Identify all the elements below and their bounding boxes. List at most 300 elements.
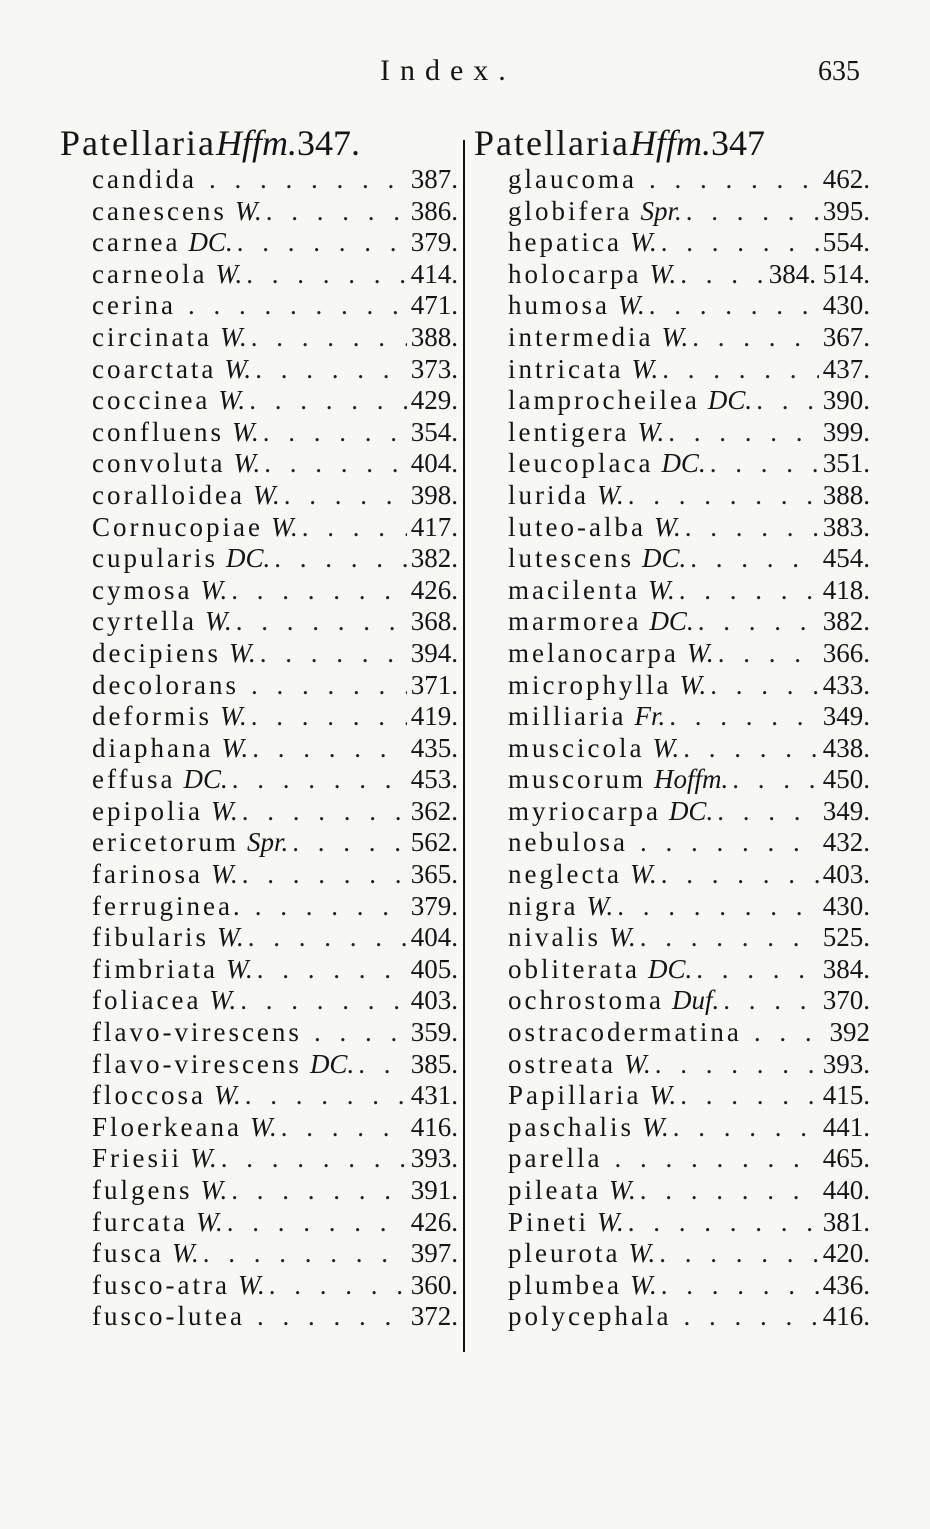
entry-name: ericetorum (92, 827, 239, 858)
entry-author: W. (649, 1080, 677, 1111)
entry-author: W. (190, 1143, 217, 1174)
entry-page: 436. (822, 1269, 870, 1300)
entry-page: 362. (410, 795, 458, 826)
dot-leader (231, 575, 407, 607)
dot-leader (640, 827, 819, 859)
index-entry (60, 1207, 458, 1239)
index-entry (60, 259, 458, 291)
heading-page: 347 (710, 123, 765, 163)
dot-leader (237, 227, 407, 259)
entry-page: 387. (410, 164, 458, 194)
entry-page: 368. (410, 606, 458, 637)
entry-page: 371. (410, 669, 458, 700)
entry-name: parella (508, 1143, 603, 1174)
entry-name: myriocarpa (508, 795, 661, 826)
entry-page: 441. (822, 1111, 870, 1142)
index-entry (60, 354, 458, 386)
entry-name: melanocarpa (508, 637, 679, 668)
entry-page: 437. (822, 353, 870, 384)
dot-leader (221, 1143, 407, 1175)
entry-page: 370. (822, 985, 870, 1016)
entry-name: globifera (508, 195, 633, 226)
index-entry (474, 543, 870, 575)
dot-leader (661, 1270, 819, 1302)
entry-author: W. (171, 1238, 199, 1269)
dot-leader (242, 859, 407, 891)
index-entry (60, 1017, 458, 1049)
entry-page: 388. (822, 479, 870, 510)
entry-name: lurida (508, 479, 589, 510)
entry-page: 373. (410, 353, 458, 384)
dot-leader (264, 448, 407, 480)
entry-name: convoluta (92, 448, 226, 479)
index-entry (474, 733, 870, 765)
entry-author: W. (213, 1080, 241, 1111)
dot-leader (188, 290, 407, 322)
entry-name: intricata (508, 353, 624, 384)
index-entry (60, 701, 458, 733)
index-entry (60, 796, 458, 828)
entry-name: Cornucopiae (92, 511, 263, 542)
entry-author: W. (686, 637, 714, 668)
entry-author: W. (637, 416, 665, 447)
entry-name: fulgens (92, 1175, 193, 1205)
dot-leader (274, 543, 407, 575)
index-entry (60, 385, 458, 417)
entry-name: nivalis (508, 922, 601, 953)
dot-leader (723, 985, 819, 1017)
entry-author: W. (209, 985, 237, 1016)
entry-page: 366. (822, 637, 870, 668)
dot-leader (251, 322, 407, 354)
entry-page: 372. (410, 1301, 458, 1332)
index-entry (60, 859, 458, 891)
dot-leader (227, 1207, 407, 1239)
entry-author: W. (231, 416, 259, 447)
entry-page: 382. (822, 606, 870, 637)
entry-author: DC. (309, 1048, 355, 1079)
entry-author: DC. (661, 448, 706, 479)
page-number: 635 (818, 56, 860, 87)
entry-page: 398. (410, 479, 458, 510)
entry-name: obliterata (508, 953, 640, 984)
entry-name: carneola (92, 258, 208, 289)
entry-author: W. (210, 795, 238, 826)
dot-leader (260, 638, 407, 670)
entry-name: cerina (92, 290, 176, 321)
entry-author: W. (252, 479, 280, 510)
entry-author: W. (649, 258, 677, 289)
entry-page: 367. (822, 321, 870, 352)
entry-page: 414. (410, 258, 458, 289)
index-entry (60, 670, 458, 702)
index-entry (474, 1270, 870, 1302)
entry-page: 440. (822, 1175, 870, 1205)
index-entry (60, 1080, 458, 1112)
index-entry (474, 196, 870, 228)
index-entry (60, 638, 458, 670)
entry-page: 349. (822, 795, 870, 826)
entry-page: 420. (822, 1238, 870, 1269)
index-entry (60, 196, 458, 228)
entry-author: W. (631, 353, 659, 384)
index-entry (474, 448, 870, 480)
entry-author: Spr. (640, 195, 682, 226)
entry-name: luteo-alba (508, 511, 646, 542)
index-entry (60, 290, 458, 322)
dot-leader (640, 1175, 819, 1207)
entry-author: DC. (668, 795, 714, 826)
heading-author: Hffm. (215, 123, 297, 163)
dot-leader (680, 259, 765, 291)
dot-leader (659, 1238, 819, 1270)
entry-name: glaucoma (508, 164, 637, 194)
left-column (60, 122, 458, 1333)
entry-name: flavo-virescens (92, 1048, 302, 1079)
dot-leader (692, 322, 819, 354)
dot-leader (628, 1207, 819, 1239)
entry-author: W. (597, 1206, 624, 1237)
dot-leader (683, 1301, 818, 1333)
entry-name: Papillaria (508, 1080, 642, 1111)
entry-author: W. (270, 511, 298, 542)
dot-leader (245, 1080, 407, 1112)
entry-author: W. (204, 606, 232, 637)
page-header (0, 54, 930, 94)
entry-page: 471. (410, 290, 458, 321)
index-entry (60, 733, 458, 765)
entry-name: neglecta (508, 859, 622, 890)
entry-author: W. (200, 1175, 228, 1205)
index-entry (60, 922, 458, 954)
index-entry (60, 164, 458, 196)
entry-name: polycephala (508, 1301, 672, 1332)
entry-author: W. (233, 448, 261, 479)
dot-leader (255, 891, 407, 923)
entry-page: 393. (822, 1048, 870, 1079)
entry-author: W. (609, 922, 636, 953)
entry-author: W. (608, 1175, 636, 1205)
page-title: Index. (380, 54, 516, 87)
index-entry (474, 480, 870, 512)
entry-page: 450. (822, 764, 870, 795)
entry-author: DC. (225, 543, 271, 574)
dot-leader (251, 701, 407, 733)
index-entry (474, 385, 870, 417)
entry-author: W. (228, 637, 256, 668)
entry-author: W. (218, 385, 246, 416)
entry-page: 415. (822, 1080, 870, 1111)
index-entry (60, 1143, 458, 1175)
dot-leader (617, 891, 819, 923)
entry-author: DC. (649, 606, 694, 637)
dot-leader (690, 543, 819, 575)
entry-page: 433. (822, 669, 870, 700)
left-column-heading (60, 122, 458, 164)
dot-leader (358, 1049, 407, 1081)
index-entry (474, 606, 870, 638)
entry-page: 360. (410, 1269, 458, 1300)
dot-leader (696, 954, 819, 986)
dot-leader (640, 922, 819, 954)
dot-leader (698, 606, 819, 638)
entry-page: 454. (822, 543, 870, 574)
dot-leader (252, 733, 407, 765)
entry-author: DC. (707, 385, 753, 416)
entry-name: cyrtella (92, 606, 197, 637)
entry-name: hepatica (508, 227, 622, 258)
entry-page: 417. (410, 511, 458, 542)
entry-page: 391. (410, 1175, 458, 1205)
entry-page: 429. (410, 385, 458, 416)
entry-page: 435. (410, 732, 458, 763)
dot-leader (257, 1301, 407, 1333)
index-entry (474, 512, 870, 544)
index-entry (60, 417, 458, 449)
index-entry (474, 227, 870, 259)
entry-author: W. (215, 258, 243, 289)
entry-author: W. (221, 732, 249, 763)
entry-author: DC. (183, 764, 228, 795)
entry-page: 419. (410, 701, 458, 732)
entry-name: fusco-atra (92, 1269, 230, 1300)
entry-page: 405. (410, 953, 458, 984)
dot-leader (232, 764, 407, 796)
dot-leader (669, 701, 819, 733)
dot-leader (314, 1017, 407, 1049)
entry-name: lentigera (508, 416, 630, 447)
entry-name: cupularis (92, 543, 218, 574)
dot-leader (662, 354, 819, 386)
entry-author: Fr. (634, 701, 666, 732)
index-entry (474, 1112, 870, 1144)
entry-name: decolorans (92, 669, 239, 700)
entry-name: nigra (508, 890, 579, 921)
entry-name: coralloidea (92, 479, 245, 510)
entry-name: microphylla (508, 669, 672, 700)
right-column (474, 122, 870, 1333)
entry-author: DC. (188, 227, 233, 258)
entry-author: W. (234, 195, 262, 226)
entry-page: 365. (410, 859, 458, 890)
entry-name: coccinea (92, 385, 211, 416)
entry-name: leucoplaca (508, 448, 654, 479)
dot-leader (754, 1017, 826, 1049)
entry-author: DC. (641, 543, 687, 574)
entry-page: 349. (822, 701, 870, 732)
entry-author: W. (629, 1269, 657, 1300)
index-entry (474, 922, 870, 954)
index-entry (60, 1175, 458, 1207)
index-entry (60, 1301, 458, 1333)
entry-author: W. (679, 669, 707, 700)
entry-author: W. (661, 321, 689, 352)
entry-name: holocarpa (508, 258, 642, 289)
entry-name: muscorum (508, 764, 646, 795)
index-entry (60, 1049, 458, 1081)
dot-leader (680, 1080, 819, 1112)
entry-name: carnea (92, 227, 181, 258)
entry-page: 359. (410, 1017, 458, 1048)
index-entry (474, 1207, 870, 1239)
entry-page: 393. (410, 1143, 458, 1174)
column-divider (463, 140, 465, 1352)
entry-page: 462. (822, 164, 870, 194)
dot-leader (281, 1112, 407, 1144)
dot-leader (263, 417, 407, 449)
dot-leader (240, 985, 407, 1017)
entry-page: 416. (822, 1301, 870, 1332)
entry-page: 384. (822, 953, 870, 984)
entry-name: decipiens (92, 637, 221, 668)
index-entry (60, 1270, 458, 1302)
entry-page: 418. (822, 574, 870, 605)
dot-leader (292, 827, 407, 859)
entry-page: 386. (410, 195, 458, 226)
dot-leader (255, 354, 407, 386)
entry-page: 397. (410, 1238, 458, 1269)
entry-page: 453. (410, 764, 458, 795)
dot-leader (614, 1143, 818, 1175)
dot-leader (242, 796, 407, 828)
dot-leader (683, 733, 819, 765)
entry-page: 431. (410, 1080, 458, 1111)
dot-leader (284, 480, 407, 512)
entry-name: circinata (92, 321, 212, 352)
entry-name: lutescens (508, 543, 634, 574)
dot-leader (302, 512, 407, 544)
entry-author: W. (200, 574, 228, 605)
entry-author: W. (224, 353, 252, 384)
entry-name: farinosa (92, 859, 203, 890)
heading-genus: Patellaria (474, 123, 630, 163)
dot-leader (756, 385, 819, 417)
index-entry (60, 891, 458, 923)
entry-author: W. (249, 1111, 277, 1142)
entry-page: 403. (410, 985, 458, 1016)
entry-page: 379. (410, 890, 458, 921)
entry-page: 525. (822, 922, 870, 953)
entry-name: ostracodermatina (508, 1017, 742, 1048)
entry-page: 388. (410, 321, 458, 352)
entry-author: W. (629, 227, 657, 258)
index-entry (60, 512, 458, 544)
entry-author: W. (596, 479, 624, 510)
entry-name: coarctata (92, 353, 217, 384)
index-entry (474, 1301, 870, 1333)
entry-page: 354. (410, 416, 458, 447)
heading-author: Hffm. (629, 123, 711, 163)
index-entry (474, 1238, 870, 1270)
entry-page: 404. (410, 922, 458, 953)
entry-page: 416. (410, 1111, 458, 1142)
entry-author: W. (225, 953, 253, 984)
index-entry (474, 417, 870, 449)
dot-leader (661, 227, 819, 259)
entry-author: W. (623, 1048, 651, 1079)
entry-name: cymosa (92, 574, 193, 605)
entry-page: 382. (410, 543, 458, 574)
entry-name: canescens (92, 195, 227, 226)
index-entry (60, 764, 458, 796)
entry-name: furcata (92, 1206, 188, 1237)
dot-leader (628, 480, 819, 512)
entry-page: 351. (822, 448, 870, 479)
index-entry (474, 670, 870, 702)
entry-name: paschalis (508, 1111, 634, 1142)
entry-name: pileata (508, 1175, 601, 1205)
entry-name: epipolia (92, 795, 203, 826)
index-entry (474, 164, 870, 196)
entry-author: W. (237, 1269, 265, 1300)
index-entry (60, 985, 458, 1017)
entry-author: Spr. (246, 827, 289, 858)
index-entry (60, 954, 458, 986)
dot-leader (661, 859, 819, 891)
dot-leader (686, 196, 819, 228)
dot-leader (673, 1112, 819, 1144)
index-entry (60, 1238, 458, 1270)
entry-name: diaphana (92, 732, 214, 763)
entry-author: W. (641, 1111, 669, 1142)
dot-leader (668, 417, 819, 449)
entry-name: candida (92, 164, 197, 194)
entry-name: macilenta (508, 574, 640, 605)
entry-page: 385. (410, 1048, 458, 1079)
entry-author: W. (586, 890, 614, 921)
index-entry (60, 1112, 458, 1144)
entry-name: ferruginea. (92, 890, 243, 921)
index-entry (474, 764, 870, 796)
index-entry (60, 575, 458, 607)
index-entry (474, 796, 870, 828)
entry-name: foliacea (92, 985, 202, 1016)
entry-name: milliaria (508, 701, 627, 732)
dot-leader (209, 164, 407, 196)
entry-page: 394. (410, 637, 458, 668)
dot-leader (251, 670, 407, 702)
entry-author: W. (652, 732, 680, 763)
entry-page: 430. (822, 890, 870, 921)
entry-name: ostreata (508, 1048, 616, 1079)
entry-page: 426. (410, 574, 458, 605)
entry-name: floccosa (92, 1080, 206, 1111)
dot-leader (269, 1270, 407, 1302)
entry-author: W. (653, 511, 681, 542)
entry-page: 390. (822, 385, 870, 416)
entry-name: fibularis (92, 922, 209, 953)
index-entry (474, 259, 870, 291)
dot-leader (679, 575, 819, 607)
entry-page: 384. 514. (768, 258, 870, 289)
index-entry (474, 1049, 870, 1081)
dot-leader (649, 290, 819, 322)
dot-leader (203, 1238, 407, 1270)
entry-name: humosa (508, 290, 610, 321)
entry-page: 392 (829, 1017, 870, 1048)
entry-author: W. (647, 574, 675, 605)
index-entry (474, 1175, 870, 1207)
entry-name: Friesii (92, 1143, 183, 1174)
entry-author: Duf. (671, 985, 720, 1016)
entry-name: nebulosa (508, 827, 628, 858)
index-entry (474, 1143, 870, 1175)
entry-name: confluens (92, 416, 224, 447)
entry-page: 438. (822, 732, 870, 763)
index-entry (474, 954, 870, 986)
entry-name: pleurota (508, 1238, 621, 1269)
entry-name: fusco-lutea (92, 1301, 245, 1332)
